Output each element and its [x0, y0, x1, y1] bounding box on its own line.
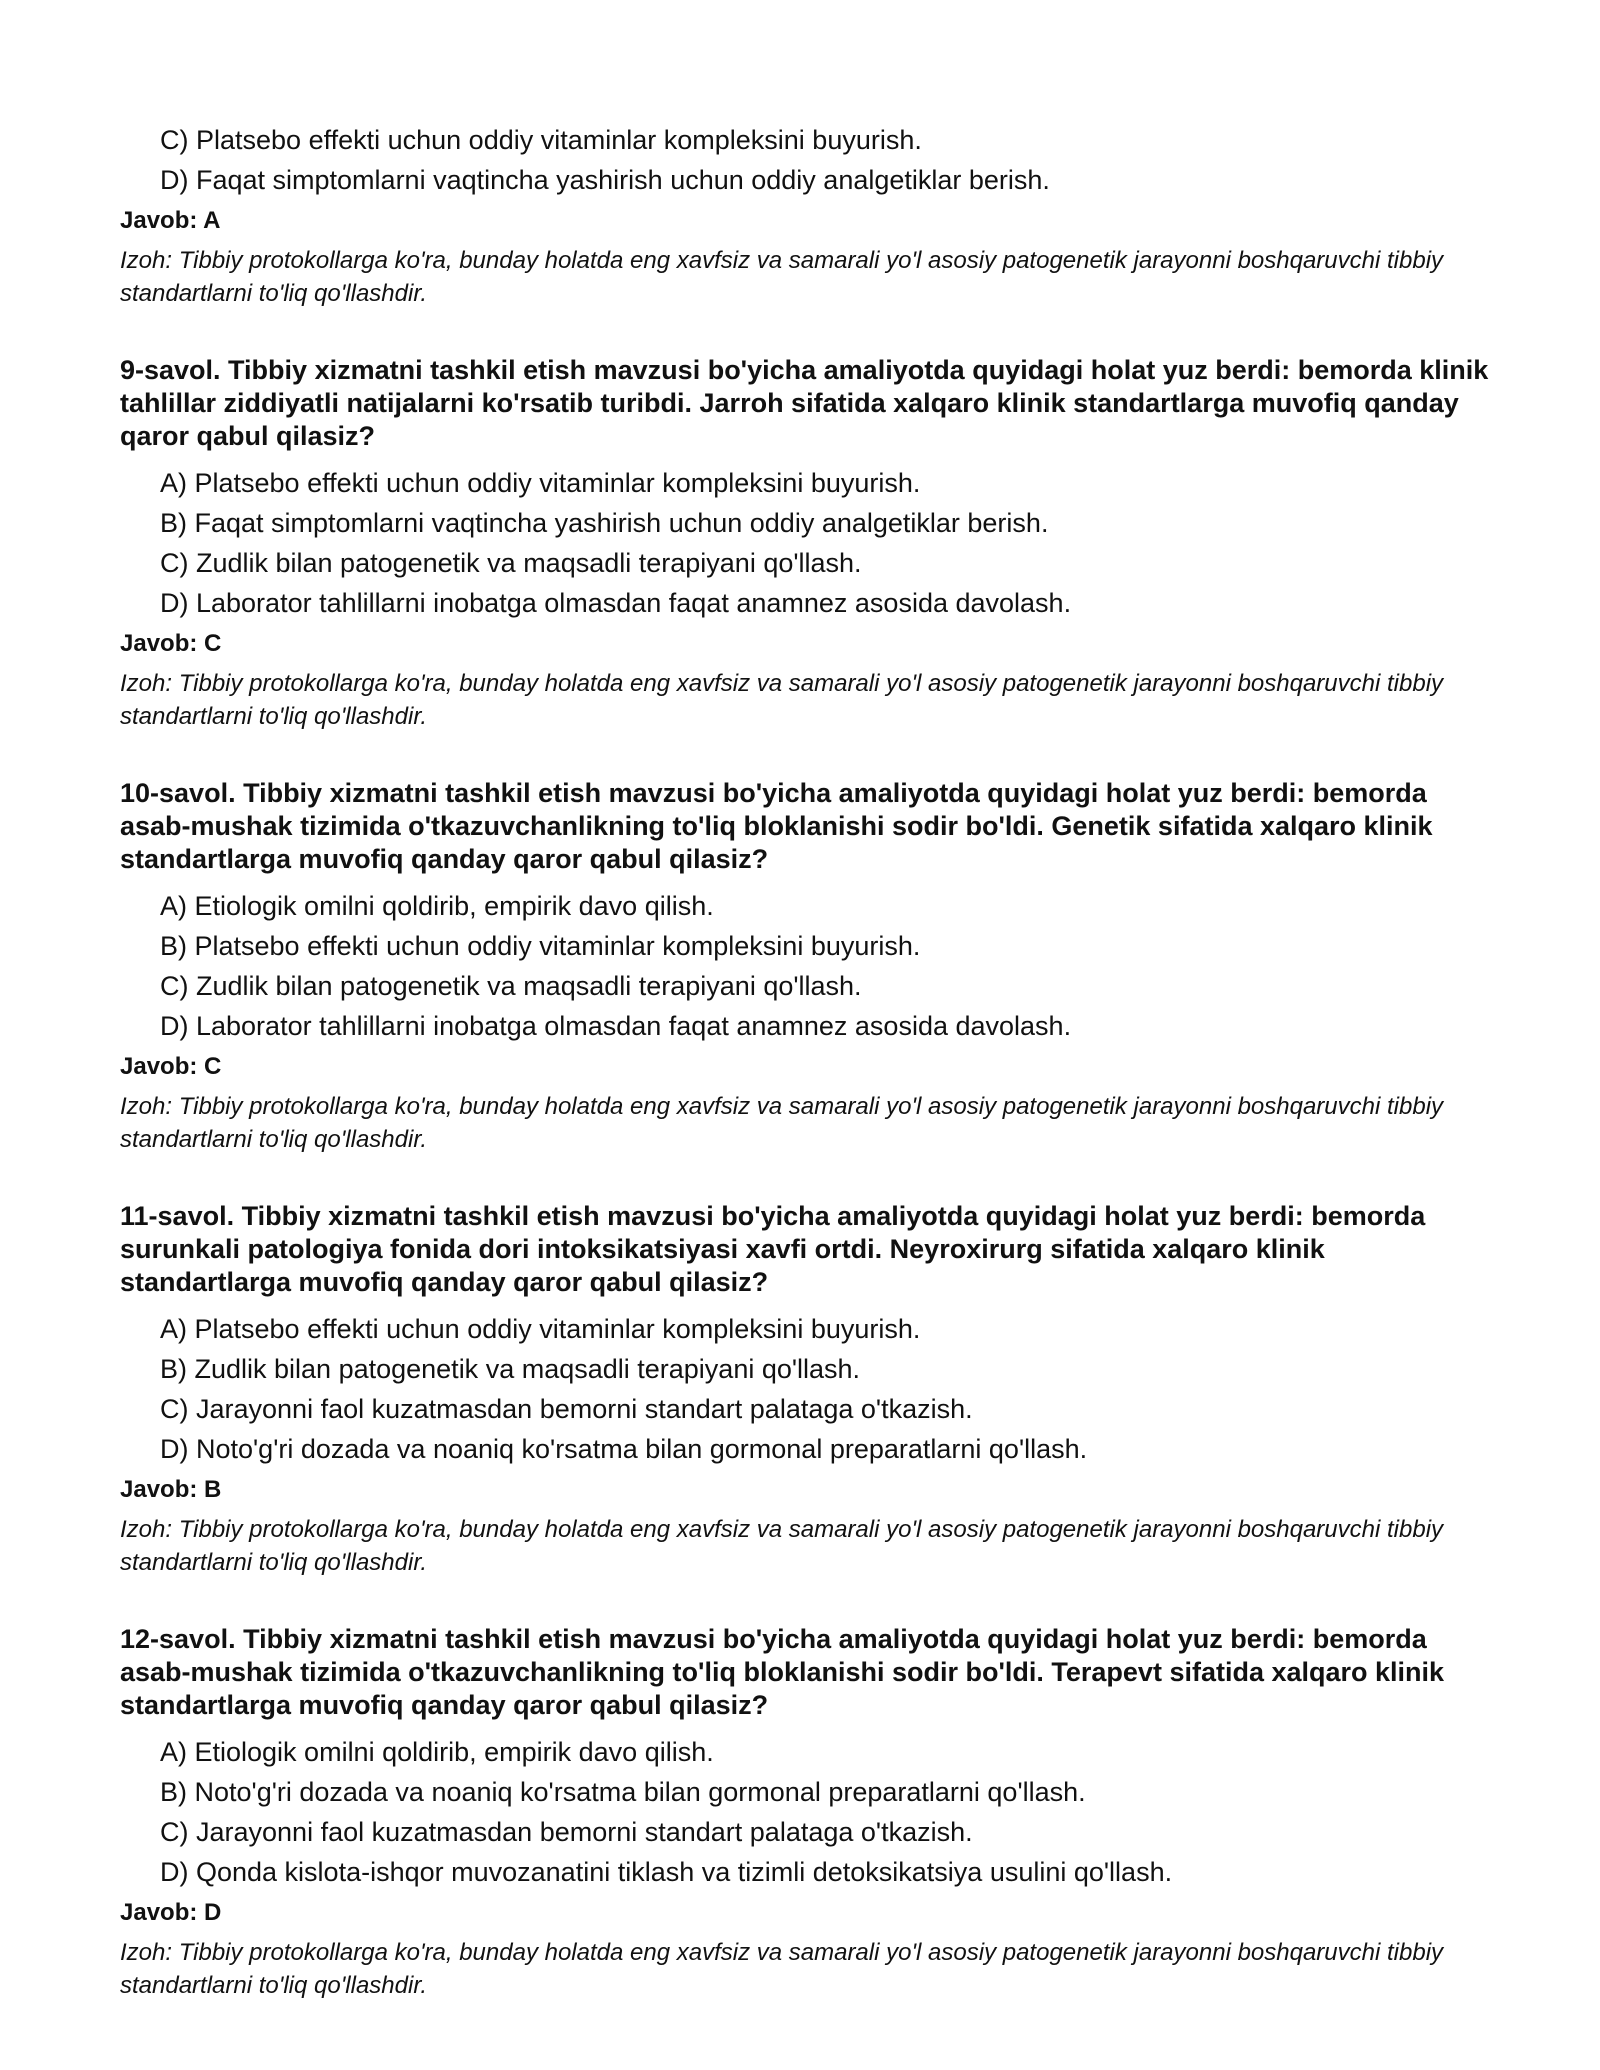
answer-option: D) Noto'g'ri dozada va noaniq ko'rsatma bilan gormonal preparatlarni qo'llash. — [160, 1434, 1088, 1464]
question-block — [120, 1623, 1490, 2002]
answer-option: C) Zudlik bilan patogenetik va maqsadli terapiyani qo'llash. — [160, 548, 862, 578]
question-text: 12-savol. Tibbiy xizmatni tashkil etish mavzusi bo'yicha amaliyotda quyidagi holat yuz berdi: bemorda asab-mushak tizimida o'tkazuvchanlikning to'liq bloklanishi sodir bo'ldi. Terapevt sifatida xalqaro klinik standartlarga muvofiq qanday qaror qabul qilasiz? — [120, 1624, 1445, 1720]
document-page — [120, 120, 1490, 2002]
answer-key: Javob: B — [120, 1476, 222, 1503]
answer-option: D) Laborator tahlillarni inobatga olmasdan faqat anamnez asosida davolash. — [160, 588, 1072, 618]
answer-option: B) Faqat simptomlarni vaqtincha yashirish uchun oddiy analgetiklar berish. — [160, 508, 1049, 538]
answer-option: A) Platsebo effekti uchun oddiy vitaminlar kompleksini buyurish. — [160, 468, 921, 498]
question-text: 9-savol. Tibbiy xizmatni tashkil etish mavzusi bo'yicha amaliyotda quyidagi holat yuz berdi: bemorda klinik tahlillar ziddiyatli natijalarni ko'rsatib turibdi. Jarroh sifatida xalqaro klinik standartlarga muvofiq qanday qaror qabul qilasiz? — [120, 355, 1489, 451]
answer-option: C) Platsebo effekti uchun oddiy vitaminlar kompleksini buyurish. — [160, 125, 922, 155]
answer-key: Javob: A — [120, 207, 221, 234]
explanation-note: Izoh: Tibbiy protokollarga ko'ra, bunday holatda eng xavfsiz va samarali yo'l asosiy patogenetik jarayonni boshqaruvchi tibbiy standartlarni to'liq qo'llashdir. — [120, 670, 1444, 730]
answer-option: D) Faqat simptomlarni vaqtincha yashirish uchun oddiy analgetiklar berish. — [160, 165, 1050, 195]
answer-option: D) Qonda kislota-ishqor muvozanatini tiklash va tizimli detoksikatsiya usulini qo'llash. — [160, 1857, 1173, 1887]
answer-option: B) Platsebo effekti uchun oddiy vitaminlar kompleksini buyurish. — [160, 931, 921, 961]
answer-option: B) Zudlik bilan patogenetik va maqsadli terapiyani qo'llash. — [160, 1354, 861, 1384]
question-text: 11-savol. Tibbiy xizmatni tashkil etish mavzusi bo'yicha amaliyotda quyidagi holat yuz berdi: bemorda surunkali patologiya fonida dori intoksikatsiyasi xavfi ortdi. Neyroxirurg sifatida xalqaro klinik standartlarga muvofiq qanday qaror qabul qilasiz? — [120, 1201, 1426, 1297]
explanation-note: Izoh: Tibbiy protokollarga ko'ra, bunday holatda eng xavfsiz va samarali yo'l asosiy patogenetik jarayonni boshqaruvchi tibbiy standartlarni to'liq qo'llashdir. — [120, 1516, 1444, 1576]
answer-key: Javob: D — [120, 1899, 222, 1926]
answer-options — [120, 886, 1490, 1046]
answer-option: A) Etiologik omilni qoldirib, empirik davo qilish. — [160, 891, 714, 921]
explanation-note: Izoh: Tibbiy protokollarga ko'ra, bunday holatda eng xavfsiz va samarali yo'l asosiy patogenetik jarayonni boshqaruvchi tibbiy standartlarni to'liq qo'llashdir. — [120, 247, 1444, 307]
explanation-note: Izoh: Tibbiy protokollarga ko'ra, bunday holatda eng xavfsiz va samarali yo'l asosiy patogenetik jarayonni boshqaruvchi tibbiy standartlarni to'liq qo'llashdir. — [120, 1939, 1444, 1999]
answer-option: C) Jarayonni faol kuzatmasdan bemorni standart palataga o'tkazish. — [160, 1817, 973, 1847]
answer-option: A) Etiologik omilni qoldirib, empirik davo qilish. — [160, 1737, 714, 1767]
answer-key: Javob: C — [120, 630, 222, 657]
answer-options — [120, 1309, 1490, 1469]
answer-key: Javob: C — [120, 1053, 222, 1080]
answer-option: B) Noto'g'ri dozada va noaniq ko'rsatma bilan gormonal preparatlarni qo'llash. — [160, 1777, 1086, 1807]
answer-option: A) Platsebo effekti uchun oddiy vitaminlar kompleksini buyurish. — [160, 1314, 921, 1344]
question-block — [120, 777, 1490, 1156]
answer-options — [120, 463, 1490, 623]
explanation-note: Izoh: Tibbiy protokollarga ko'ra, bunday holatda eng xavfsiz va samarali yo'l asosiy patogenetik jarayonni boshqaruvchi tibbiy standartlarni to'liq qo'llashdir. — [120, 1093, 1444, 1153]
question-block — [120, 354, 1490, 733]
question-text: 10-savol. Tibbiy xizmatni tashkil etish mavzusi bo'yicha amaliyotda quyidagi holat yuz berdi: bemorda asab-mushak tizimida o'tkazuvchanlikning to'liq bloklanishi sodir bo'ldi. Genetik sifatida xalqaro klinik standartlarga muvofiq qanday qaror qabul qilasiz? — [120, 778, 1433, 874]
answer-option: D) Laborator tahlillarni inobatga olmasdan faqat anamnez asosida davolash. — [160, 1011, 1072, 1041]
question-block — [120, 1200, 1490, 1579]
answer-option: C) Zudlik bilan patogenetik va maqsadli terapiyani qo'llash. — [160, 971, 862, 1001]
question-block — [120, 120, 1490, 310]
answer-options — [120, 1732, 1490, 1892]
answer-option: C) Jarayonni faol kuzatmasdan bemorni standart palataga o'tkazish. — [160, 1394, 973, 1424]
answer-options — [120, 120, 1490, 200]
